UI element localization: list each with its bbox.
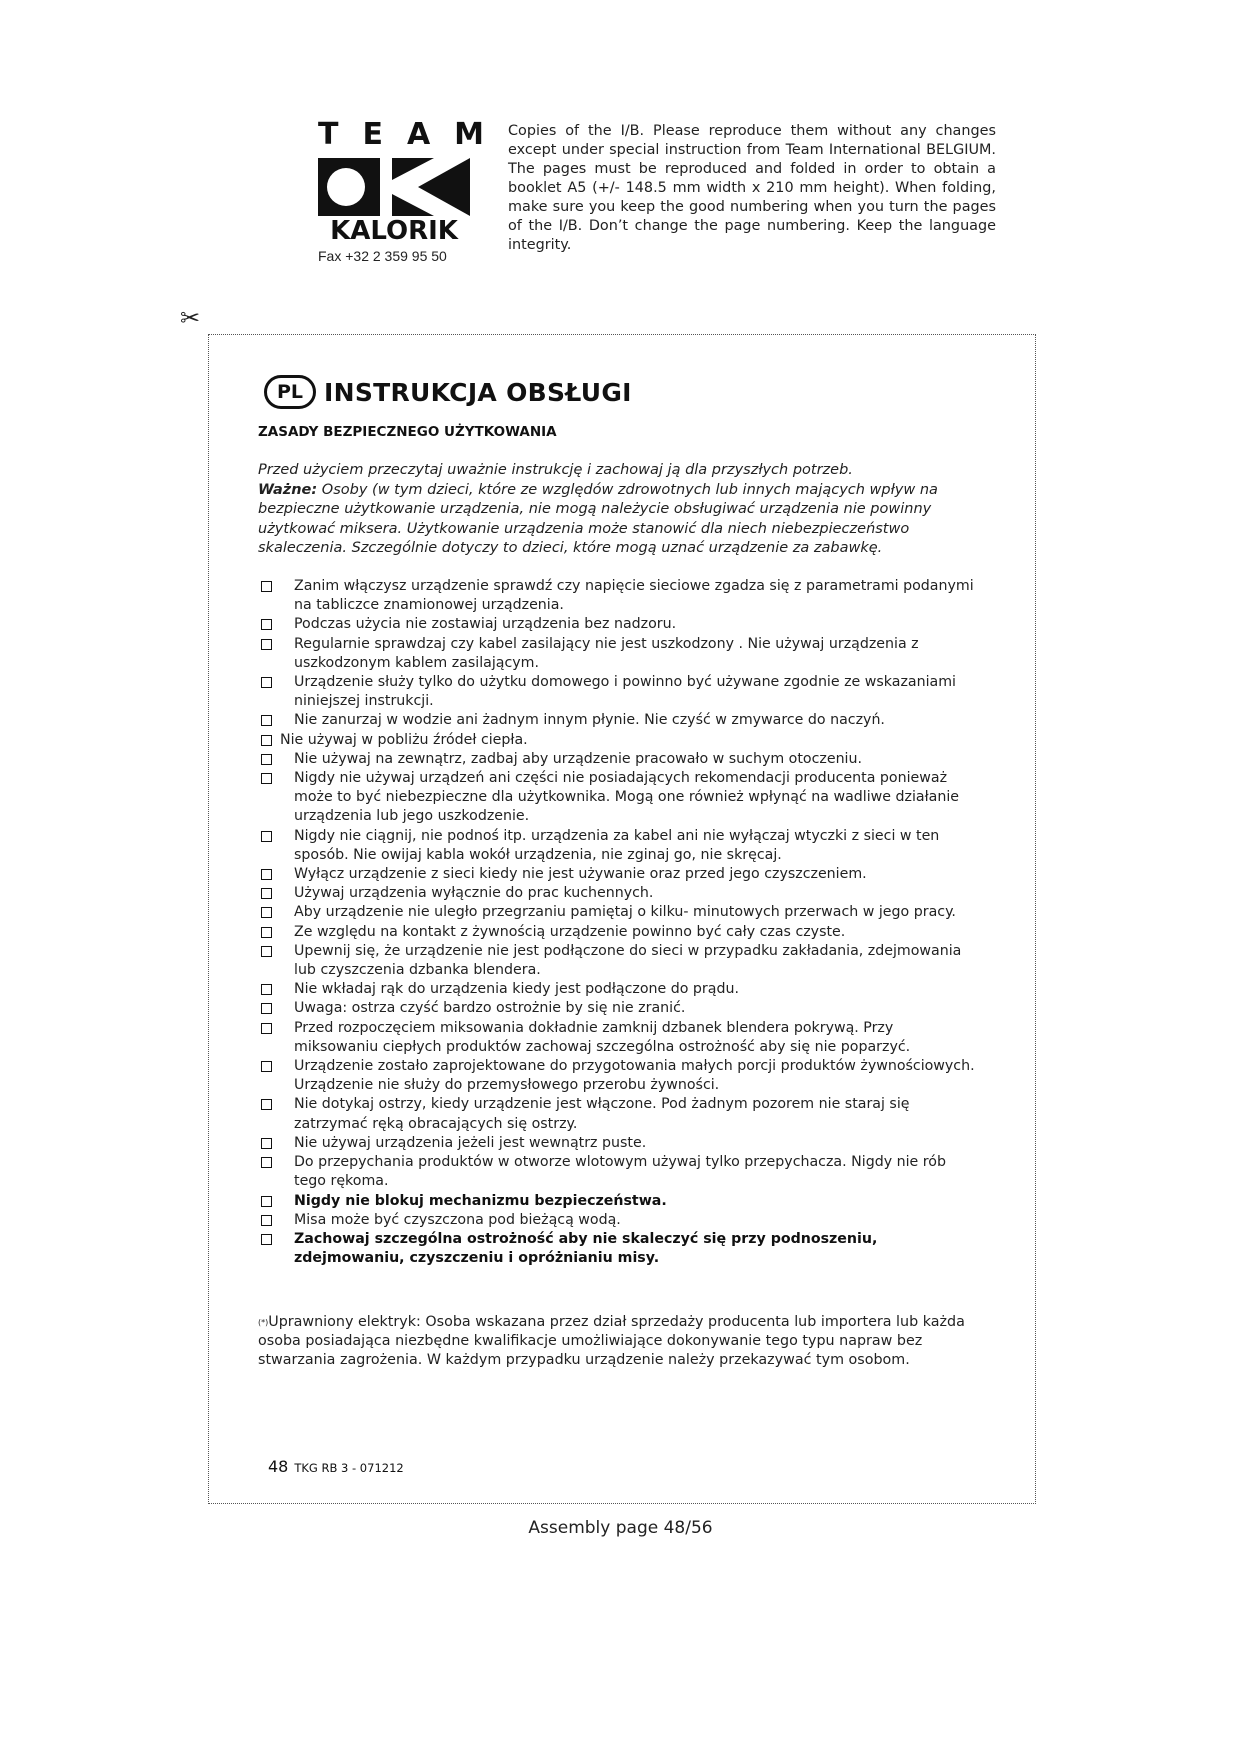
- checkbox-icon: [261, 1138, 272, 1149]
- list-item: Uwaga: ostrza czyść bardzo ostrożnie by się nie zranić.: [258, 999, 978, 1018]
- checkbox-icon: [261, 773, 272, 784]
- list-item: Podczas użycia nie zostawiaj urządzenia bez nadzoru.: [258, 615, 978, 634]
- logo-team-text: TEAM: [318, 117, 509, 152]
- list-item: Nie zanurzaj w wodzie ani żadnym innym płynie. Nie czyść w zmywarce do naczyń.: [258, 711, 978, 730]
- page-title-row: [264, 370, 632, 414]
- list-item: Nigdy nie blokuj mechanizmu bezpieczeństwa.: [258, 1192, 978, 1211]
- list-item: Wyłącz urządzenie z sieci kiedy nie jest używanie oraz przed jego czyszczeniem.: [258, 865, 978, 884]
- list-item: Zanim włączysz urządzenie sprawdź czy napięcie sieciowe zgadza się z parametrami podanymi na tabliczce znamionowej urządzenia.: [258, 577, 978, 615]
- checkbox-icon: [261, 1099, 272, 1110]
- team-kalorik-logo: [318, 117, 509, 264]
- checkbox-icon: [261, 907, 272, 918]
- page-number: 48: [268, 1457, 289, 1476]
- list-item: Nie dotykaj ostrzy, kiedy urządzenie jest włączone. Pod żadnym pozorem nie staraj się zatrzymać ręką obracających się ostrzy.: [258, 1095, 978, 1133]
- section-heading: ZASADY BEZPIECZNEGO UŻYTKOWANIA: [258, 424, 557, 440]
- checkbox-icon: [261, 1061, 272, 1072]
- checkbox-icon: [261, 677, 272, 688]
- intro-text: [258, 461, 978, 559]
- important-label: Ważne:: [258, 481, 318, 498]
- checkbox-icon: [261, 639, 272, 650]
- checkbox-icon: [261, 619, 272, 630]
- list-item: Misa może być czyszczona pod bieżącą wodą.: [258, 1211, 978, 1230]
- checkbox-icon: [261, 869, 272, 880]
- list-item: Zachowaj szczególna ostrożność aby nie skaleczyć się przy podnoszeniu, zdejmowaniu, czyszczeniu i opróżnianiu misy.: [258, 1230, 978, 1268]
- fax-number: Fax +32 2 359 95 50: [318, 248, 447, 264]
- checkbox-icon: [261, 1157, 272, 1168]
- checkbox-icon: [261, 1003, 272, 1014]
- checkbox-icon: [261, 1196, 272, 1207]
- assembly-page-label: Assembly page 48/56: [528, 1518, 713, 1538]
- logo-brand-text: KALORIK: [330, 216, 458, 246]
- checkbox-icon: [261, 888, 272, 899]
- list-item: Nie używaj w pobliżu źródeł ciepła.: [258, 731, 978, 750]
- checkbox-icon: [261, 946, 272, 957]
- language-badge: PL: [264, 375, 316, 409]
- footnote: [258, 1313, 978, 1371]
- list-item: Ze względu na kontakt z żywnością urządzenie powinno być cały czas czyste.: [258, 923, 978, 942]
- intro-line: Przed użyciem przeczytaj uważnie instrukcję i zachowaj ją dla przyszłych potrzeb.: [258, 462, 853, 478]
- important-text: Osoby (w tym dzieci, które ze względów zdrowotnych lub innych mających wpływ na bezpieczne użytkowanie urządzenia, nie mogą należycie obsługiwać urządzenia nie powinny użytkować miksera. Użytkowanie urządzenia może stanowić dla niech niebezpieczeństwo skaleczenia. Szczególnie dotyczy to dzieci, które mogą uznać urządzenie za zabawkę.: [258, 481, 938, 556]
- checkbox-icon: [261, 715, 272, 726]
- important-paragraph: [258, 481, 978, 559]
- list-item: Nie używaj urządzenia jeżeli jest wewnątrz puste.: [258, 1134, 978, 1153]
- page-title: INSTRUKCJA OBSŁUGI: [324, 377, 632, 407]
- checkbox-icon: [261, 1234, 272, 1245]
- list-item: Urządzenie służy tylko do użytku domowego i powinno być używane zgodnie ze wskazaniami niniejszej instrukcji.: [258, 673, 978, 711]
- checkbox-icon: [261, 754, 272, 765]
- checkbox-icon: [261, 927, 272, 938]
- list-item: Urządzenie zostało zaprojektowane do przygotowania małych porcji produktów żywnościowych. Urządzenie nie służy do przemysłowego przerobu żywności.: [258, 1057, 978, 1095]
- safety-rules-list: [258, 577, 978, 1268]
- list-item: Upewnij się, że urządzenie nie jest podłączone do sieci w przypadku zakładania, zdejmowania lub czyszczenia dzbanka blendera.: [258, 942, 978, 980]
- checkbox-icon: [261, 831, 272, 842]
- scissors-icon: ✂: [180, 304, 201, 332]
- list-item: Używaj urządzenia wyłącznie do prac kuchennych.: [258, 884, 978, 903]
- reproduction-instructions: Copies of the I/B. Please reproduce them without any changes except under special instruction from Team International BELGIUM. The pages must be reproduced and folded in order to obtain a booklet A5 (+/- 148.5 mm width x 210 mm height). When folding, make sure you keep the good numbering when you turn the pages of the I/B. Don’t change the page numbering. Keep the language integrity.: [508, 123, 996, 253]
- list-item: Przed rozpoczęciem miksowania dokładnie zamknij dzbanek blendera pokrywą. Przy miksowaniu ciepłych produktów zachowaj szczególna ostrożność aby się nie poparzyć.: [258, 1019, 978, 1057]
- list-item: Nie używaj na zewnątrz, zadbaj aby urządzenie pracowało w suchym otoczeniu.: [258, 750, 978, 769]
- checkbox-icon: [261, 984, 272, 995]
- list-item: Regularnie sprawdzaj czy kabel zasilający nie jest uszkodzony . Nie używaj urządzenia z uszkodzonym kablem zasilającym.: [258, 635, 978, 673]
- checkbox-icon: [261, 1215, 272, 1226]
- model-code: TKG RB 3 - 071212: [294, 1461, 404, 1475]
- page-footer: [268, 1457, 404, 1476]
- footnote-text: Uprawniony elektryk: Osoba wskazana przez dział sprzedaży producenta lub importera lub każda osoba posiadająca niezbędne kwalifikacje umożliwiające dokonywanie tego typu napraw bez stwarzania zagrożenia. W każdym przypadku urządzenie należy przekazywać tym osobom.: [258, 1314, 965, 1369]
- footnote-mark: (*): [258, 1318, 269, 1327]
- list-item: Nigdy nie używaj urządzeń ani części nie posiadających rekomendacji producenta ponieważ może to być niebezpieczne dla użytkownika. Mogą one również wpłynąć na wadliwe działanie urządzenia lub jego uszkodzenie.: [258, 769, 978, 827]
- checkbox-icon: [261, 581, 272, 592]
- list-item: Aby urządzenie nie uległo przegrzaniu pamiętaj o kilku- minutowych przerwach w jego pracy.: [258, 903, 978, 922]
- kalorik-mark-icon: [318, 158, 470, 216]
- checkbox-icon: [261, 1023, 272, 1034]
- list-item: Nie wkładaj rąk do urządzenia kiedy jest podłączone do prądu.: [258, 980, 978, 999]
- checkbox-icon: [261, 735, 272, 746]
- list-item: Do przepychania produktów w otworze wlotowym używaj tylko przepychacza. Nigdy nie rób tego rękoma.: [258, 1153, 978, 1191]
- list-item: Nigdy nie ciągnij, nie podnoś itp. urządzenia za kabel ani nie wyłączaj wtyczki z sieci w ten sposób. Nie owijaj kabla wokół urządzenia, nie zginaj go, nie skręcaj.: [258, 827, 978, 865]
